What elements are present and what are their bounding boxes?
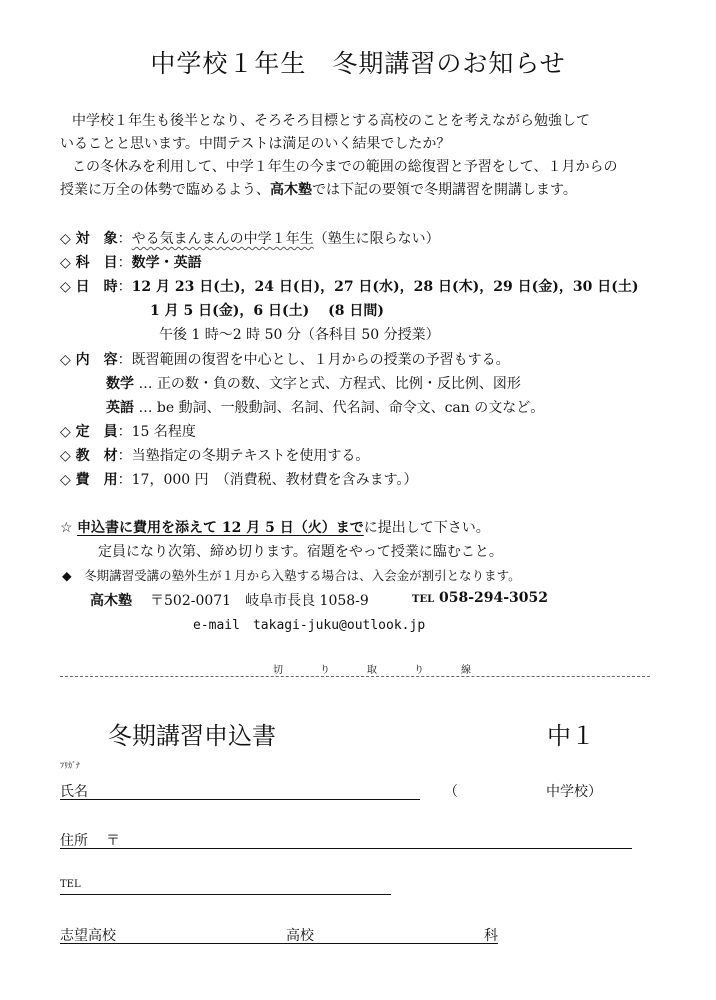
department-label: 科 xyxy=(484,928,498,944)
target-value: やる気まんまんの中学１年生 xyxy=(131,231,314,247)
date-line-2: 1 月 5 日(金)，6 日(土) (8 日間) xyxy=(150,303,384,319)
school-field[interactable] xyxy=(462,778,542,800)
notice-apply xyxy=(60,517,490,537)
math-value: … 正の数・負の数、文字と式、方程式、比例・反比例、図形 xyxy=(134,376,521,392)
form-tel-label: TEL xyxy=(60,879,81,890)
tel-label: TEL xyxy=(412,594,435,605)
english-label: 英語 xyxy=(106,400,134,416)
contact-juku-name: 高木塾 xyxy=(90,593,132,609)
cut-char: り xyxy=(414,665,424,676)
cut-line xyxy=(60,676,650,677)
colon: ： xyxy=(117,424,132,440)
contact-tel xyxy=(412,590,548,606)
english-value: … be 動詞、一般動詞、名詞、代名詞、命令文、can の文など。 xyxy=(134,400,545,416)
intro-line-2: いることと思います。中間テストは満足のいく結果でしたか？ xyxy=(60,136,451,152)
content-value: 既習範囲の復習を中心とし、１月からの授業の予習もする。 xyxy=(131,352,510,368)
date-label: ◇ 日 時 xyxy=(60,279,118,295)
colon: ： xyxy=(117,352,132,368)
intro-line-3: この冬休みを利用して、中学１年生の今までの範囲の総復習と予習をして、１月からの xyxy=(72,159,618,175)
desired-school-field[interactable] xyxy=(60,943,498,944)
tel-field[interactable] xyxy=(60,894,391,895)
school-suffix: 中学校） xyxy=(546,784,602,800)
target-label: ◇ 対 象 xyxy=(60,231,118,247)
capacity-value: 15 名程度 xyxy=(131,424,196,440)
intro-line-4-a: 授業に万全の体勢で臨めるよう、 xyxy=(60,182,270,198)
colon: ： xyxy=(117,255,132,271)
detail-english xyxy=(106,397,544,417)
contact-address: 〒502-0071 岐阜市長良 1058-9 xyxy=(150,593,369,609)
postal-mark: 〒 xyxy=(106,833,120,849)
capacity-label: ◇ 定 員 xyxy=(60,424,118,440)
address-label: 住所 xyxy=(60,833,88,849)
cut-char: 取 xyxy=(367,665,377,676)
address-field[interactable] xyxy=(60,848,632,849)
juku-name-inline: 高木塾 xyxy=(270,182,312,198)
date-line-1: 12 月 23 日(土)，24 日(日)，27 日(水)，28 日(木)，29 日(金)，30 日(土) xyxy=(131,279,639,295)
detail-math xyxy=(106,373,521,393)
content-label: ◇ 内 容 xyxy=(60,352,118,368)
math-label: 数学 xyxy=(106,376,134,392)
apply-rest: に提出して下さい。 xyxy=(363,520,490,536)
colon: ： xyxy=(117,279,132,295)
star-icon: ☆ xyxy=(60,520,78,536)
notice-line-3: ◆ 冬期講習受講の塾外生が１月から入塾する場合は、入会金が割引となります。 xyxy=(62,568,521,583)
high-school-label: 高校 xyxy=(286,928,314,944)
detail-subject xyxy=(60,252,202,272)
apply-deadline: 申込書に費用を添えて 12 月 5 日（火）まで xyxy=(77,520,364,536)
detail-target xyxy=(60,228,440,248)
notice-line-2: 定員になり次第、締め切ります。宿題をやって授業に臨むこと。 xyxy=(98,544,503,560)
intro-line-4-b: では下記の要領で冬期講習を開講します。 xyxy=(312,182,577,198)
colon: ： xyxy=(117,448,132,464)
cut-char: 線 xyxy=(461,665,471,676)
colon: ： xyxy=(117,231,132,247)
detail-material xyxy=(60,445,369,465)
fee-value: 17，000 円 （消費税、教材費を含みます。） xyxy=(131,472,418,488)
form-title: 冬期講習申込書 xyxy=(108,722,276,750)
subject-value: 数学・英語 xyxy=(131,255,202,271)
tel-number: 058-294-3052 xyxy=(438,590,549,606)
colon: ： xyxy=(117,472,132,488)
name-label: 氏名 xyxy=(60,784,88,800)
page-title: 中学校１年生 冬期講習のお知らせ xyxy=(150,49,566,78)
furigana-label: ﾌﾘｶﾞﾅ xyxy=(60,761,80,770)
date-line-3: 午後 1 時～2 時 50 分（各科目 50 分授業） xyxy=(159,327,440,343)
cut-char: り xyxy=(320,665,330,676)
detail-date xyxy=(60,276,639,296)
fee-label: ◇ 費 用 xyxy=(60,472,118,488)
name-field[interactable] xyxy=(60,799,420,800)
material-label: ◇ 教 材 xyxy=(60,448,118,464)
cut-char: 切 xyxy=(273,665,283,676)
target-note: （塾生に限らない） xyxy=(313,231,440,247)
intro-line-1: 中学校１年生も後半となり、そろそろ目標とする高校のことを考えながら勉強して xyxy=(72,113,590,129)
contact-email: e-mail takagi-juku@outlook.jp xyxy=(193,618,426,633)
detail-fee xyxy=(60,469,418,489)
material-value: 当塾指定の冬期テキストを使用する。 xyxy=(131,448,370,464)
school-paren-open: （ xyxy=(444,784,458,800)
desired-school-label: 志望高校 xyxy=(60,928,116,944)
detail-content xyxy=(60,349,510,369)
form-grade: 中１ xyxy=(547,722,595,750)
detail-capacity xyxy=(60,421,196,441)
intro-line-4 xyxy=(60,179,577,199)
subject-label: ◇ 科 目 xyxy=(60,255,118,271)
